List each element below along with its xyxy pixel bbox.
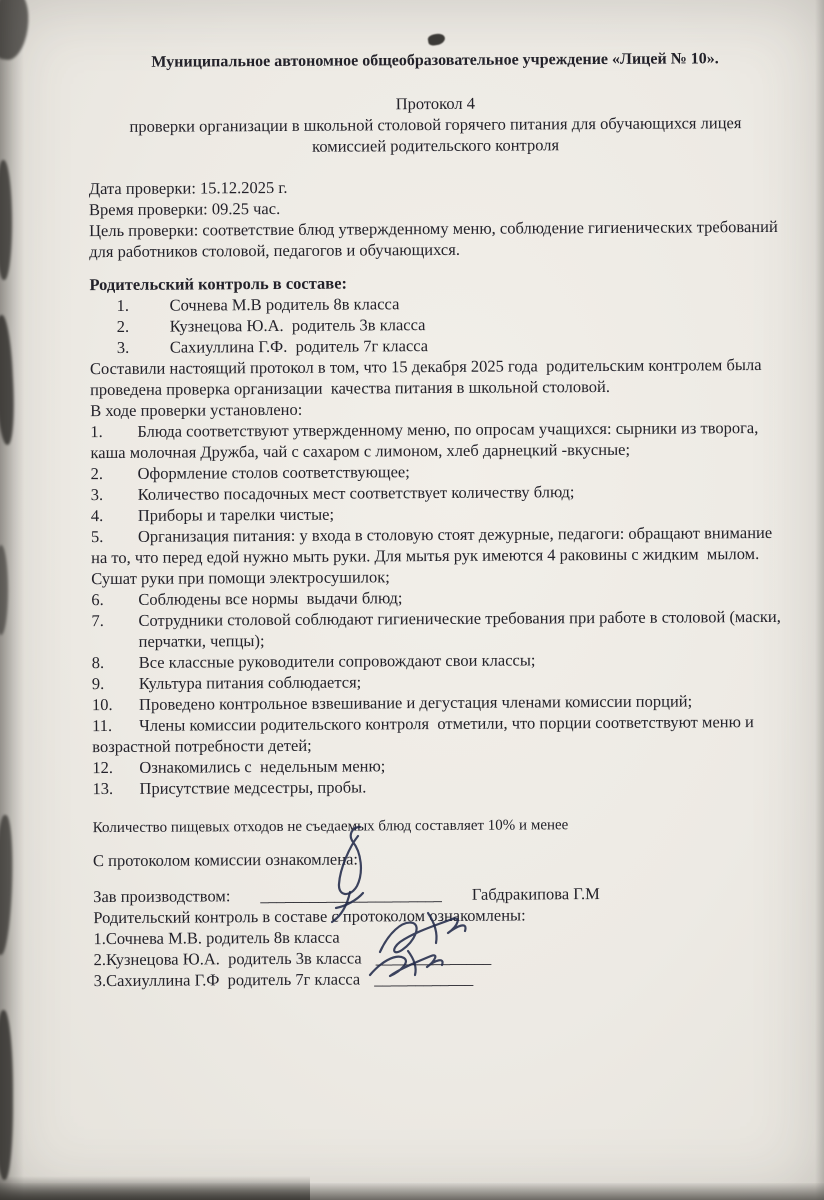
acquainted-line: С протоколом комиссии ознакомлена: xyxy=(92,849,359,871)
scan-edge-bottom-left xyxy=(0,1176,310,1200)
finding-number: 8. xyxy=(91,653,105,673)
finding-text: Культура питания соблюдается; xyxy=(138,672,362,693)
finding-item xyxy=(91,606,785,652)
scan-edge-right xyxy=(815,0,824,1200)
finding-number: 11. xyxy=(92,715,113,736)
protocol-subtitle-line1: проверки организации в школьной столовой горячего питания для обучающихся лицея xyxy=(129,113,742,136)
finding-number: 9. xyxy=(91,674,105,694)
member-number: 2. xyxy=(116,316,130,336)
finding-number: 3. xyxy=(90,485,104,505)
member-text: Кузнецова Ю.А. родитель 3в класса xyxy=(169,315,426,336)
finding-text: Блюда соответствуют утвержденному меню, по опросам учащихся: сырники из творога, каша молочная Дружба, чай с сахаром с лимоном, хлеб дарнецкий -вкусные; xyxy=(90,418,763,463)
finding-text: Проведено контрольное взвешивание и дегустация членами комиссии порций; xyxy=(138,691,693,714)
finding-item xyxy=(91,522,785,589)
document-body xyxy=(88,48,788,991)
parent-text: 2.Кузнецова Ю.А. родитель 3в класса xyxy=(93,948,362,970)
preamble: Составили настоящий протокол в том, что 15 декабря 2025 года родительским контролем была проведена проверка организации качества питания в школьной столовой. xyxy=(89,354,766,400)
finding-text: Организация питания: у входа в столовую стоят дежурные, педагоги: обращают внимание на то, что перед едой нужно мыть руки. Для мытья рук имеются 4 раковины с жидким мылом. Сушат руки при помощи электросушилок; xyxy=(91,522,777,589)
check-time: Время проверки: 09.25 час. xyxy=(88,198,281,220)
finding-number: 10. xyxy=(91,694,113,715)
finding-text: Оформление столов соответствующее; xyxy=(137,462,410,483)
parent-text: 1.Сочнева М.В. родитель 8в класса xyxy=(93,927,340,949)
waste-note: Количество пищевых отходов не съедаемых блюд составляет 10% и менее xyxy=(92,817,569,837)
manager-name: Габдракипова Г.М xyxy=(471,884,600,904)
finding-text: Соблюдены все нормы выдачи блюд; xyxy=(138,588,403,609)
organization-name: Муниципальное автономное общеобразовательное учреждение «Лицей № 10». xyxy=(151,50,719,71)
finding-item xyxy=(92,774,786,799)
finding-number: 12. xyxy=(92,757,114,778)
protocol-title: Протокол 4 xyxy=(395,93,476,114)
finding-text: Ознакомились с недельным меню; xyxy=(139,756,386,777)
protocol-subtitle-line2: комиссией родительского контроля xyxy=(312,135,560,156)
scan-artifact xyxy=(0,0,33,62)
parent-sign-row xyxy=(94,966,788,991)
manager-label: Зав производством: xyxy=(93,886,231,907)
member-number: 3. xyxy=(116,337,130,357)
member-text: Сочнева М.В родитель 8в класса xyxy=(169,294,400,315)
signature-line: ______________ xyxy=(375,947,492,968)
finding-text: Количество посадочных мест соответствует количеству блюд; xyxy=(137,482,575,504)
finding-number: 2. xyxy=(90,464,104,484)
finding-item xyxy=(92,711,786,757)
parent-text: 3.Сахиуллина Г.Ф родитель 7г класса xyxy=(93,969,361,991)
finding-number: 4. xyxy=(90,506,104,526)
finding-number: 1. xyxy=(90,422,103,442)
finding-text: Присутствие медсестры, пробы. xyxy=(139,777,367,798)
finding-number: 7. xyxy=(91,611,104,631)
finding-item xyxy=(90,417,784,463)
committee-heading: Родительский контроль в составе: xyxy=(89,273,348,295)
check-purpose: Цель проверки: соответствие блюд утвержденному меню, соблюдение гигиенических требований для работников столовой, педагогов и обучающихся. xyxy=(89,216,782,262)
established-heading: В ходе проверки установлено: xyxy=(90,399,303,421)
finding-text: Все классные руководители сопровождают свои классы; xyxy=(138,650,536,672)
parents-sign-heading: Родительский контроль в составе с протоколом ознакомлены: xyxy=(93,905,526,928)
finding-number: 13. xyxy=(92,778,114,799)
member-text: Сахиуллина Г.Ф. родитель 7г класса xyxy=(169,336,429,357)
member-number: 1. xyxy=(116,295,129,315)
finding-number: 6. xyxy=(91,590,104,610)
signature-line: ______________________ xyxy=(260,884,442,906)
check-date: Дата проверки: 15.12.2025 г. xyxy=(88,177,288,199)
finding-number: 5. xyxy=(90,527,104,547)
finding-text: Приборы и тарелки чистые; xyxy=(137,504,335,525)
signature-line: ____________ xyxy=(374,968,474,989)
scan-artifact xyxy=(427,33,446,47)
finding-text: Сотрудники столовой соблюдают гигиенические требования при работе в столовой (маски, перчатки, чепцы); xyxy=(138,606,786,651)
finding-text: Члены комиссии родительского контроля отметили, что порции соответствуют меню и возрастной потребности детей; xyxy=(92,712,759,757)
